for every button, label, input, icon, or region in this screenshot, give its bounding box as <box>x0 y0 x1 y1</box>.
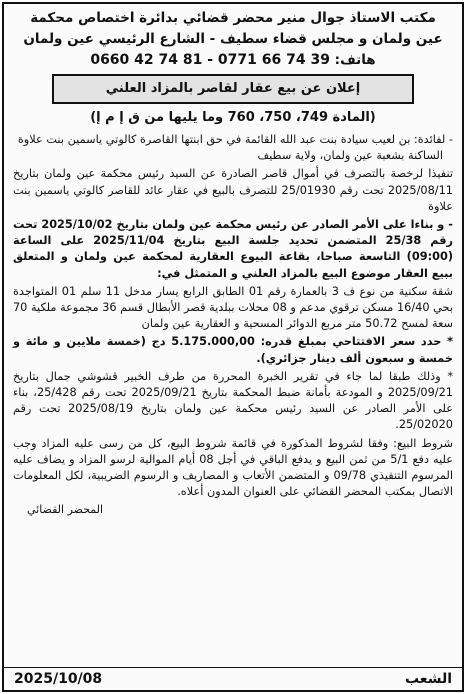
sale-conditions-paragraph: شروط البيع: وفقا لشروط المذكورة في قائمة شروط البيع، كل من رسى عليه المزاد وجب عليه دفع 5/1 من ثمن البيع و يدفع الباقي في أجل 08 أيام الموالية لرسو المزاد و يضاف عليه المرسوم التنفيذي 09/78 و المتضمن الأتعاب و المصاريف و الرسوم الضريبية، لكل المعلومات الاتصال بمكتب المحضر القضائي على العنوان المدون أعلاه. <box>13 436 454 499</box>
residence-paragraph: الساكنة بشعبة عين ولمان، ولاية سطيف <box>257 149 443 163</box>
notice-body <box>4 128 462 519</box>
court-order-paragraph: - و بناءا على الأمر الصادر عن رئيس محكمة عين ولمان بتاريخ 2025/10/02 تحت رقم 25/38 المتضمن تحديد جلسة البيع بتاريخ 2025/11/04 على الساعة (09:00) التاسعة صباحا، بقاعة البيوع العقارية لمحكمة عين ولمان و المتعلق ببيع العقار موضوع البيع بالمزاد العلني و المتمثل في: <box>13 218 453 280</box>
header-line-2: عين ولمان و مجلس قضاء سطيف - الشارع الرئيسي عين ولمان <box>23 31 443 47</box>
opening-price-paragraph: * حدد سعر الافتتاحي بمبلغ قدره: 5.175.000,00 دج (خمسة ملايين و مائة و خمسة و سبعون ألف دينار جزائري). <box>13 335 453 365</box>
beneficiary-paragraph: - لفائدة: بن لعيب سيادة بنت عبد الله القائمة في حق ابنتها القاصرة كالوتي ياسمين بنت علاوة <box>17 133 453 146</box>
header-phones <box>14 50 452 70</box>
newspaper-name: الشعب <box>404 671 452 687</box>
authorization-paragraph: تنفيذا لرخصة بالتصرف في أموال قاصر الصادرة عن السيد رئيس محكمة عين ولمان بتاريخ 2025/08/11 تحت رقم 25/01930 للتصرف بالبيع في عقار عائد للقاصر كالوتي ياسمين بنت علاوة <box>13 167 453 213</box>
signature: المحضر القضائي <box>27 503 104 517</box>
phone-label: هاتف: <box>334 52 376 68</box>
phone-numbers: 0660 42 74 81 - 0771 66 74 39 <box>90 52 330 68</box>
newspaper-footer <box>4 667 462 690</box>
property-description: شقة سكنية من نوع ف 3 بالعمارة رقم 01 الطابق الرابع يسار مدخل 11 سلم 01 المتواجدة بحي 16/40 مسكن ترقوي مدعم و 08 محلات ببلدية قصر الأبطال قسم 36 مجموعة ملكية 70 سعة لمسح 50.72 متر مربع الدوائر المسحية و العقارية عين ولمان <box>13 284 453 331</box>
expertise-paragraph: * وذلك طبقا لما جاء في تقرير الخبرة المحررة من طرف الخبير قشوشي جمال بتاريخ 2025/09/21 و المودعة بأمانة ضبط المحكمة بتاريخ 2025/09/21 تحت رقم 25/428، بناء على الأمر الصادر عن السيد رئيس محكمة عين ولمان بتاريخ 2025/08/19 تحت رقم 25/02020. <box>13 369 453 432</box>
legal-notice <box>2 2 464 692</box>
legal-articles: (المادة 749، 750، 760 وما يليها من ق إ م إ) <box>90 110 376 125</box>
header-line-1: مكتب الاستاذ جوال منير محضر قضائي بدائرة اختصاص محكمة <box>30 10 436 26</box>
publication-date: 2025/10/08 <box>14 671 103 687</box>
notice-title-banner: إعلان عن بيع عقار لقاصر بالمزاد العلني <box>52 74 414 104</box>
bailiff-header <box>4 4 462 70</box>
